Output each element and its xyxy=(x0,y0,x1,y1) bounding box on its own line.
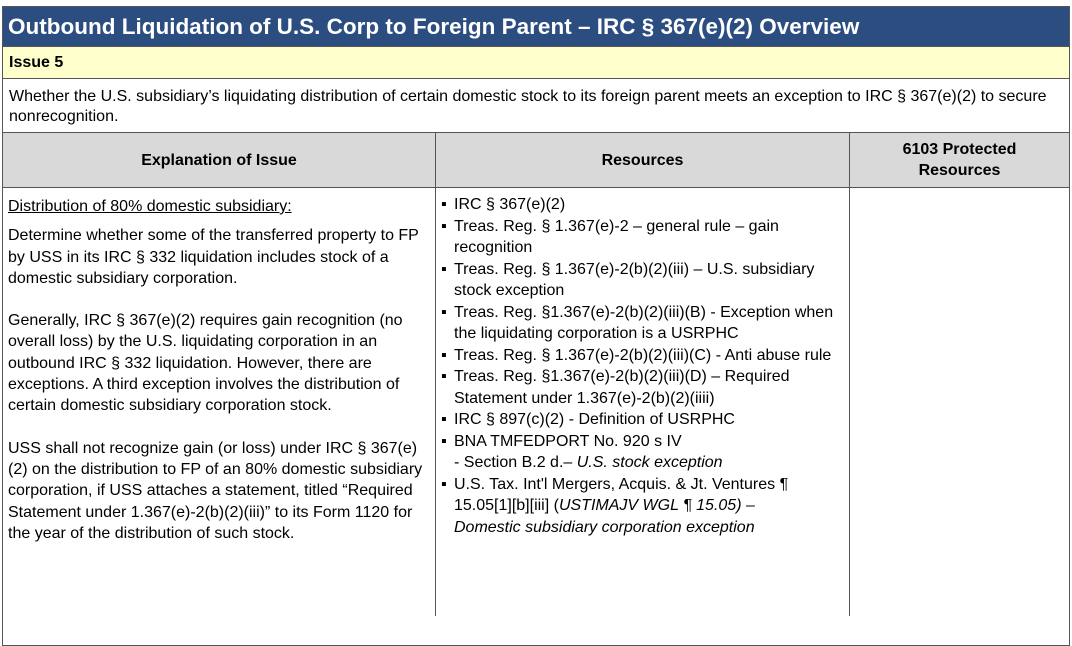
column-divider xyxy=(849,132,850,616)
bullet-icon: ▪ xyxy=(441,303,447,321)
resource-text: Treas. Reg. § 1.367(e)-2 – general rule – gain recognition xyxy=(454,217,779,256)
page-title: Outbound Liquidation of U.S. Corp to Foreign Parent – IRC § 367(e)(2) Overview xyxy=(3,7,1069,46)
header-protected-line1: 6103 Protected xyxy=(902,141,1017,158)
resources-cell xyxy=(440,194,845,538)
resource-item xyxy=(440,474,845,539)
resource-item xyxy=(440,259,845,302)
bullet-icon: ▪ xyxy=(441,196,447,213)
resource-item xyxy=(440,302,845,345)
bullet-icon: ▪ xyxy=(441,432,447,450)
header-resources: Resources xyxy=(601,151,684,169)
explanation-paragraph: USS shall not recognize gain (or loss) under IRC § 367(e)(2) on the distribution to FP of an 80% domestic subsidiary corporation, if USS attaches a statement, titled “Required Statement under 1.367(e)-2(b)(2)(iii)” to its Form 1120 for the year of the distribution of such stock. xyxy=(8,439,423,542)
resource-text: IRC § 367(e)(2) xyxy=(454,196,566,213)
resource-text: - Section B.2 d.– xyxy=(454,454,577,471)
header-protected-line2: Resources xyxy=(918,162,1001,179)
explanation-heading: Distribution of 80% domestic subsidiary: xyxy=(8,198,292,215)
issue-description: Whether the U.S. subsidiary’s liquidating distribution of certain domestic stock to its foreign parent meets an exception to IRC § 367(e)(2) to secure nonrecognition. xyxy=(9,88,1047,125)
bullet-icon: ▪ xyxy=(441,260,447,278)
bullet-icon: ▪ xyxy=(441,217,447,235)
bullet-icon: ▪ xyxy=(441,411,447,428)
resource-text-italic: Domestic subsidiary corporation exception xyxy=(454,518,755,536)
resource-text: Treas. Reg. §1.367(e)-2(b)(2)(iii)(D) – Required Statement under 1.367(e)-2(b)(2)(iiii) xyxy=(454,368,790,407)
resource-item xyxy=(440,409,845,431)
table-header-row xyxy=(3,132,1069,188)
resource-text: Treas. Reg. § 1.367(e)-2(b)(2)(iii)(C) - Anti abuse rule xyxy=(454,346,832,364)
explanation-paragraph: Determine whether some of the transferred property to FP by USS in its IRC § 332 liquidation includes stock of a domestic subsidiary corporation. xyxy=(8,227,419,287)
bullet-icon: ▪ xyxy=(441,346,447,364)
header-explanation: Explanation of Issue xyxy=(141,151,297,169)
resource-subitem xyxy=(440,452,845,474)
bullet-icon: ▪ xyxy=(441,368,447,385)
resource-text-italic: U.S. stock exception xyxy=(576,454,723,471)
resource-item xyxy=(440,431,845,453)
explanation-cell xyxy=(8,196,428,544)
resource-text: U.S. Tax. Int'l Mergers, Acquis. & Jt. Ventures ¶ 15.05[1][b][iii] ( xyxy=(454,475,789,514)
resource-text: IRC § 897(c)(2) - Definition of USRPHC xyxy=(454,411,735,428)
resource-item xyxy=(440,194,845,216)
header-protected-resources xyxy=(850,133,1069,187)
resource-text: BNA TMFEDPORT No. 920 s IV xyxy=(454,432,682,450)
resource-item xyxy=(440,366,845,409)
resource-text-italic: USTIMAJV WGL ¶ 15.05) – xyxy=(558,497,755,514)
column-divider xyxy=(435,132,436,616)
resource-text: Treas. Reg. § 1.367(e)-2(b)(2)(iii) – U.S. subsidiary stock exception xyxy=(454,260,815,299)
resource-item xyxy=(440,345,845,367)
resource-item xyxy=(440,216,845,259)
bullet-icon: ▪ xyxy=(441,475,447,493)
resource-text: Treas. Reg. §1.367(e)-2(b)(2)(iii)(B) - Exception when the liquidating corporation is a USRPHC xyxy=(454,303,834,342)
issue-label: Issue 5 xyxy=(3,46,1069,79)
explanation-paragraph: Generally, IRC § 367(e)(2) requires gain recognition (no overall loss) by the U.S. liquidating corporation in an outbound IRC § 332 liquidation. However, there are exceptions. A third exception involves the distribution of certain domestic subsidiary corporation stock. xyxy=(8,312,403,415)
